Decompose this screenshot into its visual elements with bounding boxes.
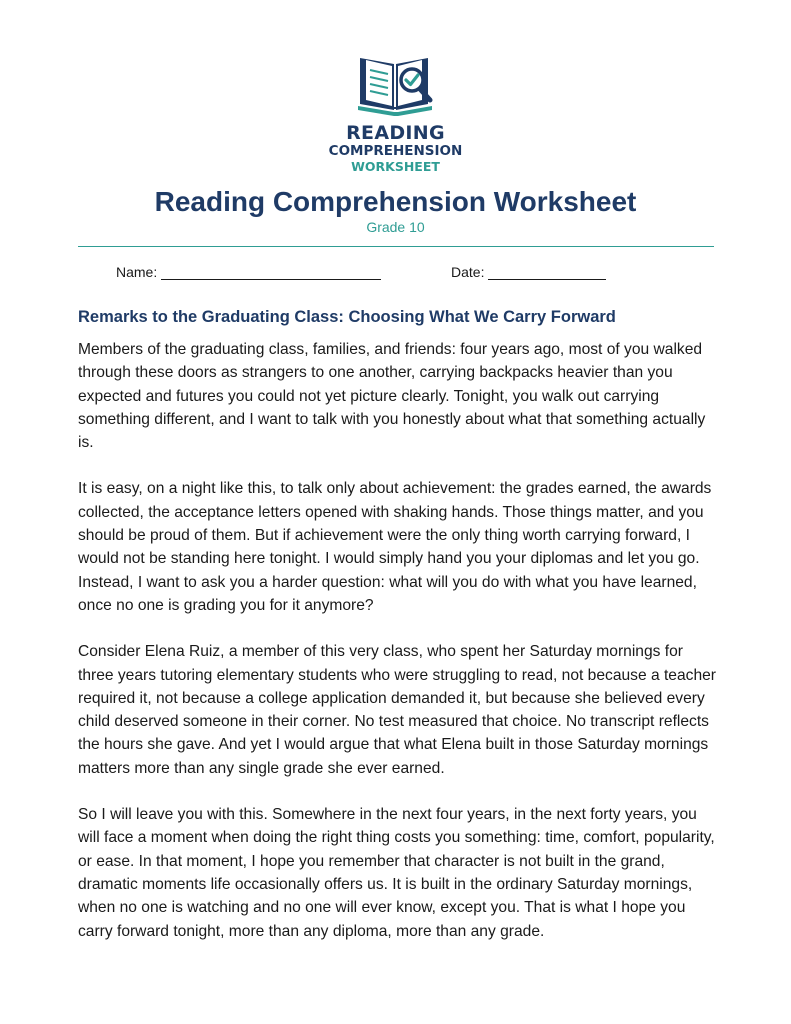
logo-line-reading: READING xyxy=(346,122,445,144)
passage-paragraph: It is easy, on a night like this, to talk only about achievement: the grades earned, the awards collected, the acceptance letters opened with shaking hands. Those things matter, and you should be proud of them. But if achievement were the only thing worth carrying forward, I would not be standing here tonight. I would simply hand you your diplomas and let you go. Instead, I want to ask you a harder question: what will you do with what you have learned, once no one is grading you for it anymore? xyxy=(78,480,712,614)
passage-paragraph: So I will leave you with this. Somewhere in the next four years, in the next forty years, you will face a moment when doing the right thing costs you something: time, comfort, popularity, or ease. In that moment, I hope you remember that character is not built in the grand, dramatic moments life occasionally offers us. It is built in the ordinary Saturday mornings, when no one is watching and no one will ever know, except you. That is what I hope you carry forward tonight, more than any diploma, more than any grade. xyxy=(78,806,715,940)
passage-title: Remarks to the Graduating Class: Choosing What We Carry Forward xyxy=(78,308,616,326)
passage-paragraph: Members of the graduating class, families, and friends: four years ago, most of you walked through these doors as strangers to one another, carrying backpacks heavier than you expected and futures you could not yet picture clearly. Tonight, you walk out carrying something different, and I want to talk with you honestly about what that something actually is. xyxy=(78,341,706,452)
name-label: Name: xyxy=(116,264,158,280)
open-book-icon xyxy=(354,52,438,118)
header-divider xyxy=(78,246,714,247)
logo-line-worksheet: WORKSHEET xyxy=(351,158,440,174)
logo-line-comprehension: COMPREHENSION xyxy=(328,143,463,159)
page-title: Reading Comprehension Worksheet xyxy=(154,186,637,217)
name-field[interactable] xyxy=(116,264,381,280)
name-blank-line[interactable] xyxy=(161,265,381,280)
date-label: Date: xyxy=(451,264,485,280)
grade-label: Grade 10 xyxy=(366,219,425,235)
passage-body xyxy=(78,338,718,966)
passage-paragraph: Consider Elena Ruiz, a member of this very class, who spent her Saturday mornings for three years tutoring elementary students who were struggling to read, not because a teacher required it, not because a college application demanded it, but because she believed every child deserved someone in their corner. No test measured that choice. No transcript reflects the hours she gave. And yet I would argue that what Elena built in those Saturday mornings matters more than any single grade she ever earned. xyxy=(78,643,716,777)
worksheet-logo xyxy=(0,52,791,173)
date-blank-line[interactable] xyxy=(488,265,606,280)
date-field[interactable] xyxy=(451,264,606,280)
